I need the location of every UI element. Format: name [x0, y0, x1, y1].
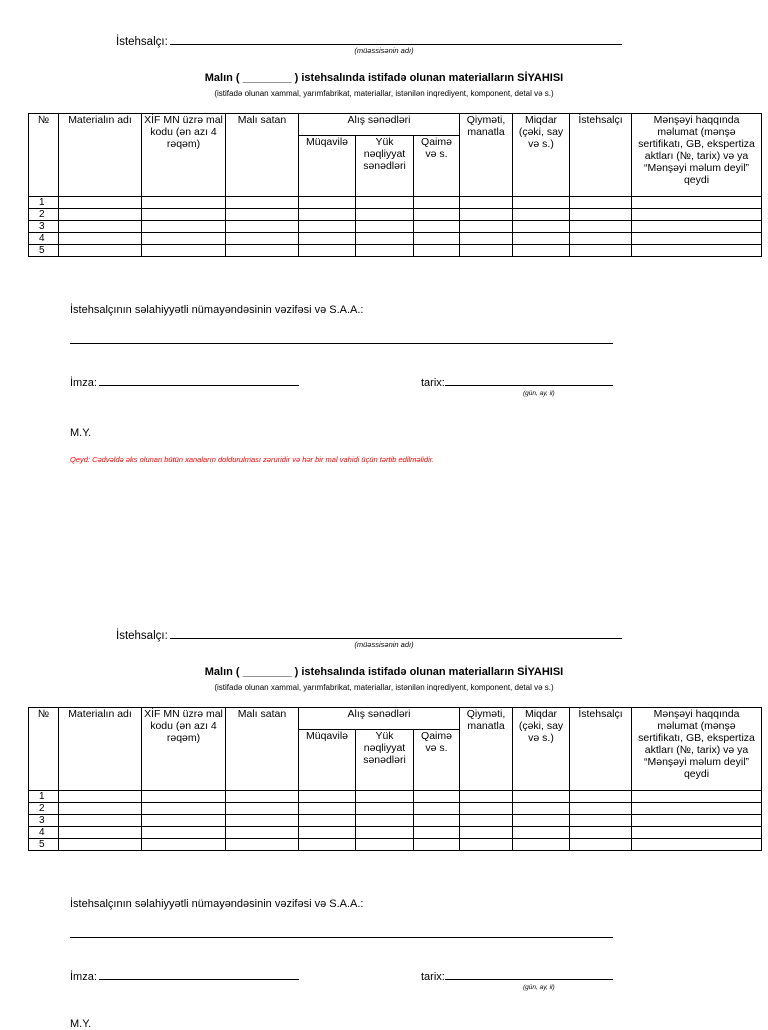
form-subtitle: (istifadə olunan xammal, yarımfabrikat, materiallar, istənilən inqrediyent, komponent, detal və s.) [214, 89, 554, 98]
date-blank[interactable] [445, 374, 613, 386]
signature-blank[interactable] [99, 374, 299, 386]
materials-table [28, 113, 762, 257]
header-code: XİF MN üzrə mal kodu (ən azı 4 rəqəm) [142, 114, 226, 197]
header-contract: Müqavilə [299, 729, 356, 790]
materials-table [28, 707, 762, 851]
seal-label: M.Y. [70, 1018, 92, 1030]
date-line [421, 374, 613, 389]
header-seller: Malı satan [226, 708, 299, 791]
header-origin: Mənşəyi haqqında məlumat (mənşə sertifikatı, GB, ekspertiza aktları (№, tarix) və ya “Mənşəyi məlum deyil” qeydi [632, 114, 762, 197]
producer-caption: (müəssisənin adı) [354, 640, 414, 649]
row-number: 3 [29, 221, 59, 233]
header-transport: Yük nəqliyyat sənədləri [356, 135, 414, 196]
producer-label: İstehsalçı: [116, 36, 168, 48]
row-number: 4 [29, 827, 59, 839]
signature-line [70, 374, 299, 389]
header-price: Qiyməti, manatla [460, 114, 513, 197]
table-row [29, 233, 762, 245]
red-note: Qeyd: Cədvəldə əks olunan bütün xanaların doldurulması zəruridir və hər bir mal vahidi üçün tərtib edilməlidir. [70, 455, 435, 464]
header-invoice: Qaimə və s. [414, 729, 460, 790]
header-producer: İstehsalçı [570, 114, 632, 197]
table-row [29, 803, 762, 815]
header-price: Qiyməti, manatla [460, 708, 513, 791]
form-subtitle: (istifadə olunan xammal, yarımfabrikat, materiallar, istənilən inqrediyent, komponent, detal və s.) [214, 683, 554, 692]
table-row [29, 815, 762, 827]
header-no: № [29, 114, 59, 197]
representative-blank[interactable] [70, 937, 613, 938]
row-number: 3 [29, 815, 59, 827]
table-row [29, 791, 762, 803]
header-material: Materialın adı [59, 708, 142, 791]
header-seller: Malı satan [226, 114, 299, 197]
header-producer: İstehsalçı [570, 708, 632, 791]
producer-label: İstehsalçı: [116, 630, 168, 642]
row-number: 1 [29, 197, 59, 209]
producer-blank[interactable] [170, 627, 622, 639]
row-number: 5 [29, 245, 59, 257]
date-caption: (gün, ay, il) [523, 390, 555, 397]
header-contract: Müqavilə [299, 135, 356, 196]
header-code: XİF MN üzrə mal kodu (ən azı 4 rəqəm) [142, 708, 226, 791]
table-row [29, 209, 762, 221]
header-docs: Alış sənədləri [299, 708, 460, 730]
row-number: 1 [29, 791, 59, 803]
producer-caption: (müəssisənin adı) [354, 46, 414, 55]
header-qty: Miqdar (çəki, say və s.) [513, 708, 570, 791]
form-copy-2 [0, 594, 768, 1030]
seal-label: M.Y. [70, 427, 92, 439]
header-origin: Mənşəyi haqqında məlumat (mənşə sertifikatı, GB, ekspertiza aktları (№, tarix) və ya “Mənşəyi məlum deyil” qeydi [632, 708, 762, 791]
table-row [29, 827, 762, 839]
header-material: Materialın adı [59, 114, 142, 197]
representative-label: İstehsalçının səlahiyyətli nümayəndəsinin vəzifəsi və S.A.A.: [70, 304, 364, 316]
header-invoice: Qaimə və s. [414, 135, 460, 196]
signature-line [70, 968, 299, 983]
header-docs: Alış sənədləri [299, 114, 460, 136]
representative-label: İstehsalçının səlahiyyətli nümayəndəsinin vəzifəsi və S.A.A.: [70, 898, 364, 910]
row-number: 2 [29, 209, 59, 221]
date-blank[interactable] [445, 968, 613, 980]
producer-blank[interactable] [170, 33, 622, 45]
row-number: 2 [29, 803, 59, 815]
header-qty: Miqdar (çəki, say və s.) [513, 114, 570, 197]
representative-blank[interactable] [70, 343, 613, 344]
date-line [421, 968, 613, 983]
date-label: tarix: [421, 377, 445, 389]
date-caption: (gün, ay, il) [523, 984, 555, 991]
table-row [29, 221, 762, 233]
form-copy-1 [0, 0, 768, 480]
signature-label: İmza: [70, 971, 97, 983]
table-row [29, 197, 762, 209]
header-transport: Yük nəqliyyat sənədləri [356, 729, 414, 790]
signature-label: İmza: [70, 377, 97, 389]
table-row [29, 839, 762, 851]
form-title: Malın ( ________ ) istehsalında istifadə olunan materialların SİYAHISI [204, 666, 564, 678]
row-number: 4 [29, 233, 59, 245]
form-title: Malın ( ________ ) istehsalında istifadə olunan materialların SİYAHISI [204, 72, 564, 84]
row-number: 5 [29, 839, 59, 851]
table-row [29, 245, 762, 257]
date-label: tarix: [421, 971, 445, 983]
header-no: № [29, 708, 59, 791]
signature-blank[interactable] [99, 968, 299, 980]
